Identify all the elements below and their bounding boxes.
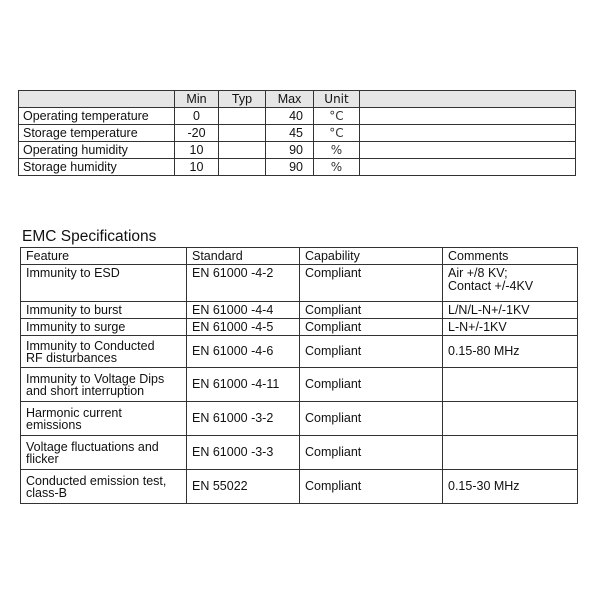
table-row (21, 368, 578, 402)
feature-cell (21, 319, 187, 336)
capability-cell: Compliant (300, 436, 443, 470)
blank-cell (360, 142, 576, 159)
feature-cell (21, 402, 187, 436)
table-row (21, 336, 578, 368)
standard-cell: EN 61000 -3-2 (187, 402, 300, 436)
feature-text: Immunity to surge (26, 319, 126, 334)
header-comments: Comments (443, 248, 578, 265)
comments-cell (443, 470, 578, 504)
table-row (19, 125, 576, 142)
feature-text: Immunity to Conducted (26, 338, 155, 353)
feature-text: Immunity to Voltage Dips (26, 371, 165, 386)
capability-cell: Compliant (300, 265, 443, 302)
standard-cell: EN 61000 -4-6 (187, 336, 300, 368)
feature-cell (21, 368, 187, 402)
parameter-cell: Storage temperature (19, 125, 175, 142)
capability-cell: Compliant (300, 336, 443, 368)
unit-cell: °C (314, 108, 360, 125)
comment-line: Air +/8 KV; (448, 266, 508, 280)
max-cell: 45 (266, 125, 314, 142)
capability-cell: Compliant (300, 402, 443, 436)
parameter-cell: Storage humidity (19, 159, 175, 176)
typ-cell (219, 125, 266, 142)
table-row (21, 265, 578, 302)
standard-cell: EN 61000 -4-11 (187, 368, 300, 402)
header-max: Max (266, 91, 314, 108)
parameter-cell: Operating temperature (19, 108, 175, 125)
typ-cell (219, 108, 266, 125)
capability-cell: Compliant (300, 302, 443, 319)
emc-table-header (21, 248, 578, 265)
env-table-header (19, 91, 576, 108)
unit-cell: % (314, 142, 360, 159)
header-min: Min (175, 91, 219, 108)
header-typ: Typ (219, 91, 266, 108)
capability-cell: Compliant (300, 470, 443, 504)
comment-line: Contact +/-4KV (448, 279, 534, 293)
feature-cell (21, 470, 187, 504)
comments-cell (443, 265, 578, 302)
unit-cell: °C (314, 125, 360, 142)
max-cell: 90 (266, 142, 314, 159)
comments-cell (443, 319, 578, 336)
feature-text: Immunity to burst (26, 302, 122, 317)
comment-line: L/N/L-N+/-1KV (448, 302, 530, 317)
feature-text: Harmonic current (26, 405, 122, 420)
standard-cell: EN 61000 -3-3 (187, 436, 300, 470)
feature-text: Immunity to ESD (26, 266, 120, 280)
comments-cell (443, 336, 578, 368)
parameter-cell: Operating humidity (19, 142, 175, 159)
max-cell: 40 (266, 108, 314, 125)
max-cell: 90 (266, 159, 314, 176)
table-row (21, 470, 578, 504)
blank-cell (360, 108, 576, 125)
standard-cell: EN 55022 (187, 470, 300, 504)
feature-text: RF disturbances (26, 350, 118, 365)
blank-cell (360, 159, 576, 176)
feature-cell (21, 436, 187, 470)
standard-cell: EN 61000 -4-4 (187, 302, 300, 319)
feature-text: flicker (26, 451, 59, 466)
header-capability: Capability (300, 248, 443, 265)
min-cell: -20 (175, 125, 219, 142)
feature-text: and short interruption (26, 383, 145, 398)
feature-text: Voltage fluctuations and (26, 439, 159, 454)
table-row (19, 142, 576, 159)
min-cell: 0 (175, 108, 219, 125)
comments-cell (443, 302, 578, 319)
header-feature: Feature (21, 248, 187, 265)
header-blank (360, 91, 576, 108)
environmental-spec-table (18, 90, 576, 176)
feature-cell (21, 302, 187, 319)
table-row (21, 302, 578, 319)
comment-line: L-N+/-1KV (448, 319, 507, 334)
comments-cell (443, 368, 578, 402)
header-standard: Standard (187, 248, 300, 265)
standard-cell: EN 61000 -4-5 (187, 319, 300, 336)
feature-text: Conducted emission test, (26, 473, 167, 488)
capability-cell: Compliant (300, 319, 443, 336)
min-cell: 10 (175, 159, 219, 176)
comments-cell (443, 402, 578, 436)
typ-cell (219, 142, 266, 159)
min-cell: 10 (175, 142, 219, 159)
comment-line: 0.15-80 MHz (448, 344, 520, 358)
typ-cell (219, 159, 266, 176)
blank-cell (360, 125, 576, 142)
feature-text: class-B (26, 485, 67, 500)
comments-cell (443, 436, 578, 470)
emc-spec-table (20, 247, 578, 504)
standard-cell: EN 61000 -4-2 (187, 265, 300, 302)
feature-cell (21, 336, 187, 368)
unit-cell: % (314, 159, 360, 176)
emc-section-title: EMC Specifications (22, 228, 157, 245)
table-row (21, 436, 578, 470)
table-row (21, 402, 578, 436)
table-row (19, 108, 576, 125)
table-row (21, 319, 578, 336)
header-parameter (19, 91, 175, 108)
table-row (19, 159, 576, 176)
feature-cell (21, 265, 187, 302)
header-unit: Unit (314, 91, 360, 108)
comment-line: 0.15-30 MHz (448, 479, 520, 493)
feature-text: emissions (26, 417, 82, 432)
capability-cell: Compliant (300, 368, 443, 402)
